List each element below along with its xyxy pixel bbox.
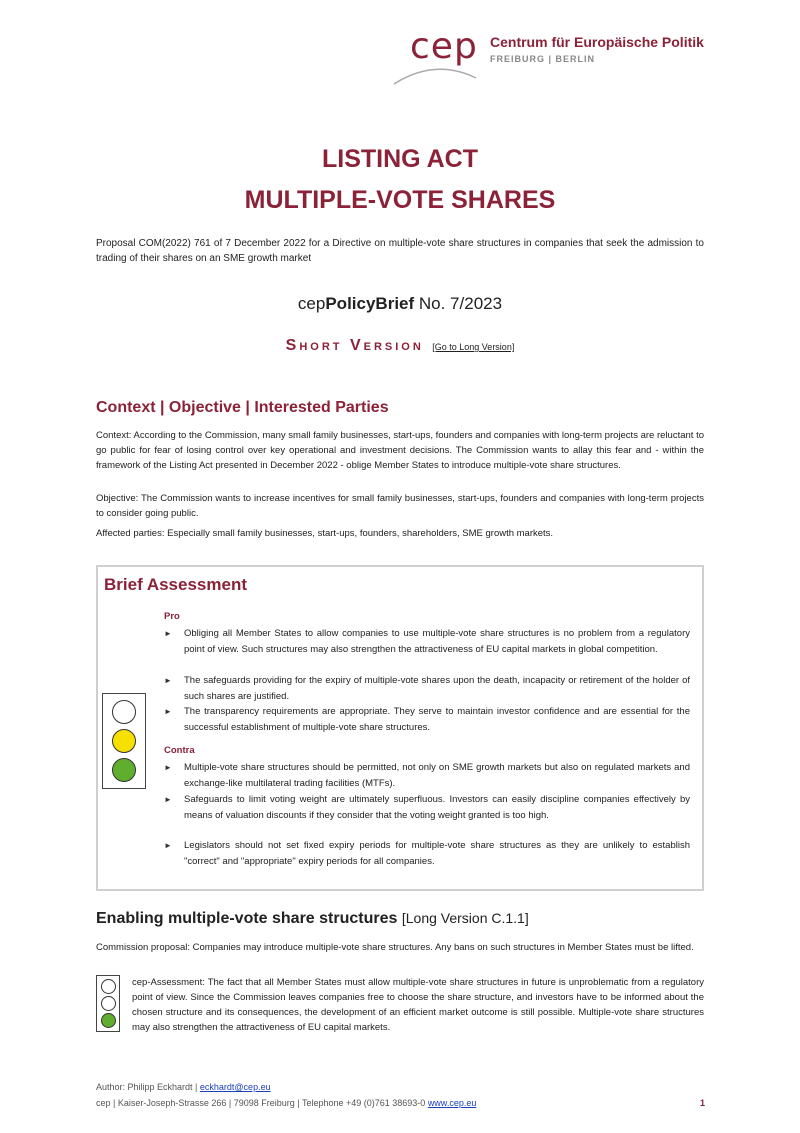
contra-label: Contra [164,745,195,756]
pro-label: Pro [164,611,180,622]
short-version-label: Short Version [285,337,424,354]
short-version-heading [0,337,800,355]
brief-assessment-box [96,565,704,891]
traffic-light-bottom [101,1013,116,1028]
page-number: 1 [700,1098,706,1108]
brief-bold: PolicyBrief [325,294,415,313]
contra-item: ► Safeguards to limit voting weight are ultimately superfluous. Investors can easily discipline companies effectively by means of valuation discounts if they consider that the voting weight granted is too high. [164,794,690,821]
long-version-ref[interactable]: [Long Version C.1.1] [401,910,529,926]
brief-assessment-heading: Brief Assessment [104,575,247,594]
commission-proposal: Commission proposal: Companies may introduce multiple-vote share structures. Any bans on such structures in Member States must be lifted. [96,942,694,953]
pro-item: ► Obliging all Member States to allow companies to use multiple-vote share structures is no problem from a regulatory point of view. Such structures may also strengthen the attractiveness of EU capital markets in global competition. [164,628,690,655]
policy-brief-number [0,294,800,314]
context-heading: Context | Objective | Interested Parties [96,399,389,416]
brief-number: No. 7/2023 [414,294,503,313]
brief-prefix: cep [297,294,326,313]
traffic-light-icon [102,693,146,789]
bullet-triangle-icon: ► [164,676,172,685]
context-paragraph: Context: According to the Commission, many small family businesses, start-ups, founders and companies with long-term projects are reluctant to go public for fear of losing control over key operational and investment decisions. The Commission wants to allay this fear and - within the framework of the Listing Act presented in December 2022 - oblige Member States to introduce multiple-vote share structures. [96,430,704,471]
cep-assessment: cep-Assessment: The fact that all Member States must allow multiple-vote share structures in future is unproblematic from a regulatory point of view. Since the Commission leaves companies free to choose the share structure, and investors have to be informed about the chosen structure and its consequences, the development of an efficient market outcome is still possible. Multiple-vote share structures may also strengthen the attractiveness of EU capital markets. [132,977,704,1033]
proposal-subtitle: Proposal COM(2022) 761 of 7 December 2022 for a Directive on multiple-vote share structures in companies that seek the admission to trading of their shares on an SME growth market [96,238,704,264]
traffic-light-top [112,700,136,724]
pro-item: ► The safeguards providing for the expiry of multiple-vote shares upon the death, incapacity or retirement of the holder of such shares are justified. [164,675,690,702]
logo-arc-icon [392,58,478,88]
bullet-triangle-icon: ► [164,795,172,804]
author-email-link[interactable]: eckhardt@cep.eu [199,1082,271,1092]
bullet-triangle-icon: ► [164,841,172,850]
enabling-heading: Enabling multiple-vote share structures [Long Version C.1.1] [96,910,529,927]
pro-item: ► The transparency requirements are appropriate. They serve to maintain investor confidence and are essential for the successful establishment of multiple-vote share structures. [164,706,690,733]
contra-item: ► Multiple-vote share structures should be permitted, not only on SME growth markets but also on regulated markets and exchange-like multilateral trading facilities (MTFs). [164,762,690,789]
traffic-light-middle [101,996,116,1011]
website-link[interactable]: www.cep.eu [427,1098,477,1108]
cep-logo [392,22,722,72]
bullet-triangle-icon: ► [164,629,172,638]
bullet-triangle-icon: ► [164,707,172,716]
objective-paragraph: Objective: The Commission wants to increase incentives for small family businesses, start-ups, founders and companies with long-term projects to consider going public. [96,493,704,519]
traffic-light-top [101,979,116,994]
org-name: Centrum für Europäische Politik [490,34,704,50]
title-line-2: MULTIPLE-VOTE SHARES [244,186,556,214]
bullet-triangle-icon: ► [164,763,172,772]
logo-wordmark: cep [410,26,478,67]
affected-paragraph: Affected parties: Especially small family businesses, start-ups, founders, shareholders, SME growth markets. [96,528,554,539]
traffic-light-small-icon [96,975,120,1032]
title-line-1: LISTING ACT [321,145,478,173]
footer-address: cep | Kaiser-Joseph-Strasse 266 | 79098 Freiburg | Telephone +49 (0)761 38693-0 www.cep.eu [96,1098,477,1108]
traffic-light-middle [112,729,136,753]
long-version-link[interactable]: [Go to Long Version] [432,342,515,352]
contra-item: ► Legislators should not set fixed expiry periods for multiple-vote share structures as they are unlikely to establish "correct" and "appropriate" expiry periods for all companies. [164,840,690,867]
footer-author: Author: Philipp Eckhardt | eckhardt@cep.eu [96,1082,271,1092]
org-city: FREIBURG | BERLIN [490,54,596,64]
traffic-light-bottom [112,758,136,782]
